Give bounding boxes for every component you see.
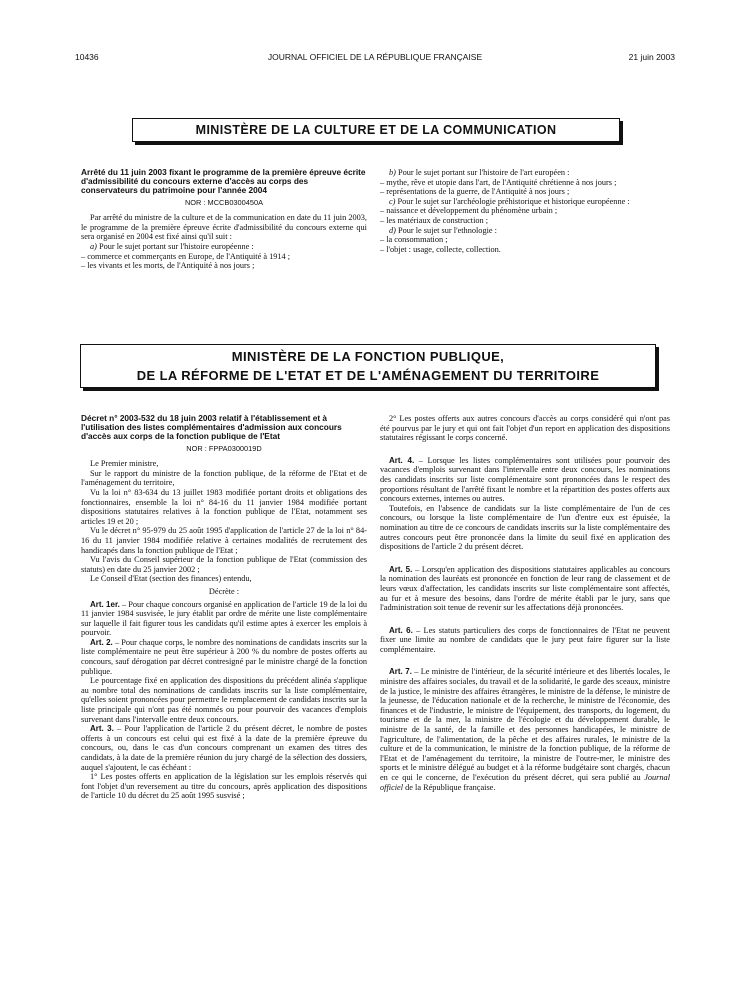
article-7: Art. 7. – Le ministre de l'intérieur, de la sécurité intérieure et des libertés locales, le ministre des affaires sociales, du travail et de la solidarité, le garde des sceaux, ministre de la justice, le ministre des affaires étrangères, le ministre de la défense, le ministre de la jeunesse, de l'éducation nationale et de la recherche, le ministre de l'économie, des finances et de l'industrie, le ministre de l'équipement, des transports, du logement, du tourisme et de la mer, la ministre de l'écologie et du développement durable, le ministre de la santé, de la famille et des personnes handicapées, le ministre de l'agriculture, de l'alimentation, de la pêche et des affaires rurales, le ministre de la culture et de la communication, le ministre de la fonction publique, de la réforme de l'Etat et de l'aménagement du territoire, la ministre de l'outre-mer, le ministre des sports et le ministre délégué au budget et à la réforme budgétaire sont chargés, chacun en ce qui le concerne, de l'exécution du présent décret, qui sera publié au Journal officiel de la République française. — [380, 667, 670, 792]
journal-officiel-reference: Journal officiel — [380, 773, 670, 792]
article-1: Art. 1er. – Pour chaque concours organisé en application de l'article 19 de la loi du 11 janvier 1984 susvisée, le jury établit par ordre de mérite une liste complémentaire sur laquelle il fait figurer tous les candidats qu'il estime aptes à exercer les emplois à pourvoir. — [81, 599, 367, 638]
arrete-c-item-2: – les matériaux de construction ; — [380, 215, 489, 225]
decret-column-left — [81, 414, 367, 801]
article-4: Art. 4. – Lorsque les listes complémentaires sont utilisées pour pourvoir des vacances d'emplois survenant dans l'intervalle entre deux concours, les nominations des candidats inscrits sur liste complémentaire sont prononcées dans le respect des proportions résultant de l'arrêté fixant le nombre et la répartition des postes offerts aux concours externes, internes ou autres. — [380, 455, 670, 504]
arrete-c-item-1: – naissance et développement du phénomène urbain ; — [380, 206, 558, 216]
arrete-b-item-2: – représentations de la guerre, de l'Antiquité à nos jours ; — [380, 187, 570, 197]
publication-date: 21 juin 2003 — [628, 52, 675, 62]
decret-visa: Sur le rapport du ministre de la fonction publique, de la réforme de l'Etat et de l'aménagement du territoire, — [81, 468, 367, 488]
arrete-item-a: a) Pour le sujet portant sur l'histoire européenne : — [90, 241, 254, 251]
article-5: Art. 5. – Lorsqu'en application des dispositions statutaires applicables au concours la nomination des lauréats est prononcée en fonction de leur rang de classement et de leurs vœux d'affectation, les candidats inscrits sur liste complémentaire sont affectés, au fur et à mesure des besoins, dans l'ordre de mérite établi par le jury, sans que l'administration soit tenue de revenir sur les affectations déjà prononcées. — [380, 564, 671, 613]
decret-visa: Vu la loi n° 83-634 du 13 juillet 1983 modifiée portant droits et obligations des fonctionnaires, ensemble la loi n° 84-16 du 11 janvier 1984 modifiée portant dispositions statutaires relatives à la fonction publique de l'Etat, notamment ses articles 19 et 20 ; — [81, 487, 367, 526]
decret-visa: Le Conseil d'Etat (section des finances) entendu, — [90, 574, 252, 584]
arrete-b-item-1: – mythe, rêve et utopie dans l'art, de l'Antiquité chrétienne à nos jours ; — [380, 177, 617, 187]
decret-visa: Vu l'avis du Conseil supérieur de la fonction publique de l'Etat (commission des statuts) en date du 25 janvier 2002 ; — [81, 555, 367, 574]
ministry-fp-line1: MINISTÈRE DE LA FONCTION PUBLIQUE, — [231, 349, 505, 364]
arrete-a-item-2: – les vivants et les morts, de l'Antiquité à nos jours ; — [81, 261, 255, 271]
arrete-a-item-1: – commerce et commerçants en Europe, de l'Antiquité à 1914 ; — [81, 251, 291, 261]
arrete-item-b: b) Pour le sujet portant sur l'histoire de l'art européen : — [389, 168, 570, 177]
journal-title: JOURNAL OFFICIEL DE LA RÉPUBLIQUE FRANÇAISE — [267, 52, 483, 62]
arrete-column-left — [81, 168, 367, 271]
decret-title: Décret n° 2003-532 du 18 juin 2003 relatif à l'établissement et à l'utilisation des listes complémentaires d'admission aux concours d'accès aux corps de la fonction publique de l'Etat — [81, 413, 342, 442]
arrete-d-item-1: – la consommation ; — [380, 235, 448, 245]
decrete-label: Décrète : — [208, 586, 240, 596]
ministry-fonction-publique-heading — [80, 344, 656, 388]
arrete-item-c: c) Pour le sujet sur l'archéologie préhistorique et historique européenne : — [389, 196, 630, 206]
arrete-column-right — [380, 168, 670, 254]
article-2-paragraph-2: Le pourcentage fixé en application des dispositions du précédent alinéa s'applique au nombre total des nominations de candidats inscrits sur la liste complémentaire, qu'elles soient prononcées pour permettre le remplacement de candidats inscrits sur la liste principale qui n'ont pas été nommés ou pour pourvoir des vacances d'emplois survenant dans l'intervalle entre deux concours. — [81, 676, 367, 724]
decret-visa: Vu le décret n° 95-979 du 25 août 1995 d'application de l'article 27 de la loi n° 84-16 du 11 janvier 1984 modifiée relative à certaines modalités de recrutement des handicapés dans la fonction publique de l'Etat ; — [81, 526, 367, 555]
page-header — [75, 52, 675, 66]
arrete-nor: NOR : MCCB0300450A — [184, 197, 264, 207]
article-6: Art. 6. – Les statuts particuliers des corps de fonctionnaires de l'Etat ne peuvent fixer une limite au nombre de candidats que le jury peut faire figurer sur la liste complémentaire. — [380, 625, 670, 654]
article-2: Art. 2. – Pour chaque corps, le nombre des nominations de candidats inscrits sur la liste complémentaire ne peut être supérieur à 200 % du nombre de postes offerts au concours, sauf dérogation par décret contresigné par le ministre chargé de la fonction publique. — [81, 637, 367, 676]
arrete-title: Arrêté du 11 juin 2003 fixant le programme de la première épreuve écrite d'admissibilité du concours externe d'accès au corps des conservateurs du patrimoine pour l'année 2004 — [81, 167, 366, 196]
decret-nor: NOR : FPPA0300019D — [186, 443, 262, 453]
ministry-fp-line2: DE LA RÉFORME DE L'ETAT ET DE L'AMÉNAGEMENT DU TERRITOIRE — [136, 368, 600, 383]
arrete-d-item-2: – l'objet : usage, collecte, collection. — [380, 244, 501, 254]
ministry-culture-name: MINISTÈRE DE LA CULTURE ET DE LA COMMUNICATION — [195, 123, 557, 137]
decret-visa: Le Premier ministre, — [90, 459, 159, 469]
ministry-culture-heading — [132, 118, 620, 142]
arrete-intro: Par arrêté du ministre de la culture et de la communication en date du 11 juin 2003, le programme de la première épreuve écrite d'admissibilité du concours externe qui sera organisé en 2004 est fixé ainsi qu'il suit : — [81, 213, 367, 242]
article-3-item-2: 2° Les postes offerts aux autres concours d'accès au corps considéré qui n'ont pas été pourvus par le jury et qui ont fait l'objet d'un report en application des dispositions statutaires régissant le corps concerné. — [380, 414, 670, 443]
arrete-item-d: d) Pour le sujet sur l'ethnologie : — [389, 225, 497, 235]
article-4-paragraph-2: Toutefois, en l'absence de candidats sur la liste complémentaire de l'un de ces concours, ou lorsque la liste complémentaire de l'un d'entre eux est épuisée, la nomination au titre de ce concours de candidats inscrits sur la liste complémentaire des autres concours peut être prononcée dans la limite du seuil fixé en application des dispositions de l'article 2 du présent décret. — [380, 503, 670, 552]
decret-column-right — [380, 414, 670, 792]
article-3: Art. 3. – Pour l'application de l'article 2 du présent décret, le nombre de postes offerts à un concours est celui qui est fixé à la date de la première épreuve du concours, ou, dans le cas d'un concours comprenant un examen des titres des candidats, à la date de la première réunion du jury chargé de la sélection des dossiers, auquel s'ajoutent, le cas échéant : — [81, 724, 368, 772]
page-number: 10436 — [75, 52, 99, 62]
article-3-item-1: 1° Les postes offerts en application de la législation sur les emplois réservés qui font l'objet d'un reversement au titre du concours, après application des dispositions de l'article 10 du décret du 25 août 1995 susvisé ; — [81, 772, 367, 801]
